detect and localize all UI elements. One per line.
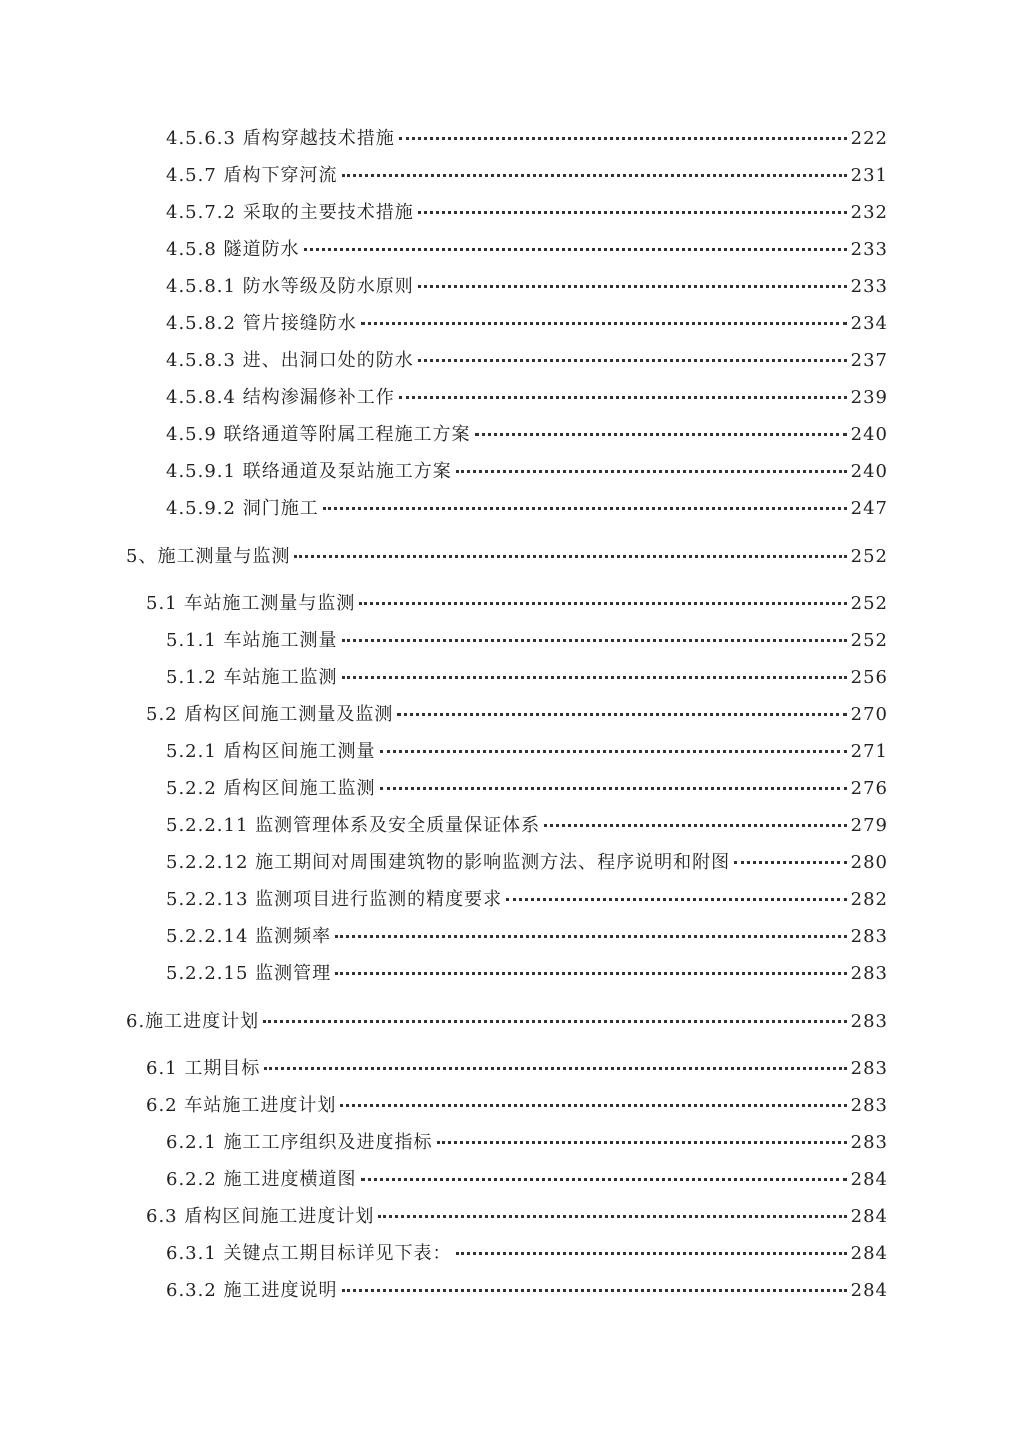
toc-entry-label: 4.5.9 联络通道等附属工程施工方案 <box>166 424 471 445</box>
toc-entry[interactable] <box>166 349 888 373</box>
toc-leader-dots <box>734 861 846 864</box>
toc-entry-page: 239 <box>850 387 888 408</box>
toc-entry[interactable] <box>146 1057 888 1081</box>
toc-leader-dots <box>361 1178 847 1181</box>
toc-entry-label: 6.2.1 施工工序组织及进度指标 <box>166 1132 433 1153</box>
toc-entry-page: 256 <box>850 667 888 688</box>
toc-leader-dots <box>418 285 847 288</box>
toc-entry-page: 283 <box>850 1132 888 1153</box>
toc-entry[interactable] <box>166 238 888 262</box>
toc-entry-label: 4.5.8.4 结构渗漏修补工作 <box>166 387 395 408</box>
toc-entry[interactable] <box>166 275 888 299</box>
toc-entry-label: 4.5.8.1 防水等级及防水原则 <box>166 276 414 297</box>
toc-leader-dots <box>294 555 846 558</box>
toc-entry-label: 5.2.2 盾构区间施工监测 <box>166 778 376 799</box>
toc-entry-page: 231 <box>850 165 888 186</box>
toc-leader-dots <box>323 507 847 510</box>
toc-leader-dots <box>456 470 847 473</box>
toc-entry-label: 4.5.8 隧道防水 <box>166 239 300 260</box>
toc-entry-page: 222 <box>850 128 888 149</box>
toc-leader-dots <box>361 322 847 325</box>
toc-entry-label: 4.5.8.3 进、出洞口处的防水 <box>166 350 414 371</box>
toc-entry[interactable] <box>166 925 888 949</box>
toc-entry-page: 279 <box>850 815 888 836</box>
toc-entry-label: 4.5.6.3 盾构穿越技术措施 <box>166 128 395 149</box>
toc-entry[interactable] <box>166 460 888 484</box>
toc-entry[interactable] <box>166 777 888 801</box>
toc-leader-dots <box>342 174 847 177</box>
toc-entry-label: 4.5.7 盾构下穿河流 <box>166 165 338 186</box>
toc-entry[interactable] <box>166 814 888 838</box>
toc-entry-page: 283 <box>850 1058 888 1079</box>
toc-entry-page: 284 <box>850 1243 888 1264</box>
toc-leader-dots <box>264 1067 846 1070</box>
toc-entry[interactable] <box>126 545 888 569</box>
toc-leader-dots <box>342 639 847 642</box>
toc-entry-label: 5.1.2 车站施工监测 <box>166 667 338 688</box>
toc-entry-label: 6.1 工期目标 <box>146 1058 261 1079</box>
toc-leader-dots <box>418 211 847 214</box>
toc-entry-label: 6.3.2 施工进度说明 <box>166 1280 338 1301</box>
toc-entry-page: 284 <box>850 1206 888 1227</box>
toc-entry-page: 282 <box>850 889 888 910</box>
toc-leader-dots <box>456 1252 847 1255</box>
toc-entry-page: 240 <box>850 461 888 482</box>
toc-leader-dots <box>335 935 846 938</box>
toc-leader-dots <box>342 1289 847 1292</box>
toc-entry[interactable] <box>166 740 888 764</box>
toc-leader-dots <box>359 602 846 605</box>
toc-entry-page: 280 <box>850 852 888 873</box>
toc-leader-dots <box>506 898 846 901</box>
toc-entry-label: 5.2.2.15 监测管理 <box>166 963 332 984</box>
toc-entry-page: 283 <box>850 963 888 984</box>
toc-entry-label: 4.5.7.2 采取的主要技术措施 <box>166 202 414 223</box>
toc-entry-page: 270 <box>850 704 888 725</box>
toc-leader-dots <box>380 750 847 753</box>
toc-entry[interactable] <box>166 497 888 521</box>
toc-entry-label: 4.5.9.2 洞门施工 <box>166 498 319 519</box>
toc-entry-page: 240 <box>850 424 888 445</box>
toc-entry[interactable] <box>166 1168 888 1192</box>
toc-entry-page: 233 <box>850 239 888 260</box>
toc-entry[interactable] <box>146 1094 888 1118</box>
toc-entry[interactable] <box>166 1131 888 1155</box>
toc-entry-page: 252 <box>850 593 888 614</box>
toc-entry[interactable] <box>166 666 888 690</box>
toc-entry-page: 252 <box>850 630 888 651</box>
toc-leader-dots <box>304 248 847 251</box>
toc-leader-dots <box>544 824 846 827</box>
toc-entry-page: 283 <box>850 1011 888 1032</box>
toc-entry[interactable] <box>166 629 888 653</box>
toc-entry-label: 6.3.1 关键点工期目标详见下表： <box>166 1243 452 1264</box>
toc-entry-page: 284 <box>850 1280 888 1301</box>
toc-entry[interactable] <box>166 423 888 447</box>
toc-leader-dots <box>418 359 847 362</box>
toc-leader-dots <box>263 1020 846 1023</box>
toc-leader-dots <box>475 433 847 436</box>
toc-entry[interactable] <box>166 888 888 912</box>
toc-leader-dots <box>335 972 846 975</box>
toc-leader-dots <box>342 676 847 679</box>
toc-leader-dots <box>340 1104 846 1107</box>
toc-entry[interactable] <box>126 1010 888 1034</box>
toc-entry-page: 271 <box>850 741 888 762</box>
toc-entry[interactable] <box>166 1279 888 1303</box>
toc-entry-label: 5.2.2.12 施工期间对周围建筑物的影响监测方法、程序说明和附图 <box>166 852 731 873</box>
toc-entry-page: 232 <box>850 202 888 223</box>
toc-leader-dots <box>378 1215 846 1218</box>
toc-leader-dots <box>399 396 847 399</box>
toc-entry[interactable] <box>166 851 888 875</box>
toc-entry-label: 5.2.2.13 监测项目进行监测的精度要求 <box>166 889 503 910</box>
toc-entry[interactable] <box>166 164 888 188</box>
toc-entry-page: 247 <box>850 498 888 519</box>
toc-entry[interactable] <box>166 312 888 336</box>
toc-entry-page: 283 <box>850 926 888 947</box>
toc-entry-label: 6.施工进度计划 <box>126 1011 260 1032</box>
toc-entry-page: 252 <box>850 546 888 567</box>
toc-leader-dots <box>380 787 847 790</box>
toc-entry-label: 4.5.9.1 联络通道及泵站施工方案 <box>166 461 452 482</box>
toc-entry[interactable] <box>166 962 888 986</box>
toc-entry[interactable] <box>166 127 888 151</box>
toc-entry[interactable] <box>146 592 888 616</box>
toc-leader-dots <box>397 713 846 716</box>
toc-entry[interactable] <box>166 386 888 410</box>
toc-entry-page: 234 <box>850 313 888 334</box>
toc-entry-label: 4.5.8.2 管片接缝防水 <box>166 313 357 334</box>
toc-entry-label: 6.2 车站施工进度计划 <box>146 1095 337 1116</box>
toc-entry-label: 5.2.1 盾构区间施工测量 <box>166 741 376 762</box>
toc-leader-dots <box>399 137 847 140</box>
toc-entry-label: 5.1 车站施工测量与监测 <box>146 593 356 614</box>
toc-entry[interactable] <box>166 201 888 225</box>
toc-entry-label: 5.1.1 车站施工测量 <box>166 630 338 651</box>
toc-entry-label: 5.2.2.11 监测管理体系及安全质量保证体系 <box>166 815 541 836</box>
toc-entry-label: 5、施工测量与监测 <box>126 546 291 567</box>
toc-entry-label: 5.2 盾构区间施工测量及监测 <box>146 704 394 725</box>
toc-entry-page: 283 <box>850 1095 888 1116</box>
toc-entry-label: 5.2.2.14 监测频率 <box>166 926 332 947</box>
toc-entry-page: 276 <box>850 778 888 799</box>
toc-entry-page: 233 <box>850 276 888 297</box>
toc-entry[interactable] <box>146 1205 888 1229</box>
toc-entry-page: 237 <box>850 350 888 371</box>
toc-entry[interactable] <box>166 1242 888 1266</box>
toc-entry[interactable] <box>146 703 888 727</box>
toc-entry-label: 6.2.2 施工进度横道图 <box>166 1169 357 1190</box>
toc-leader-dots <box>437 1141 847 1144</box>
toc-entry-page: 284 <box>850 1169 888 1190</box>
toc-entry-label: 6.3 盾构区间施工进度计划 <box>146 1206 375 1227</box>
